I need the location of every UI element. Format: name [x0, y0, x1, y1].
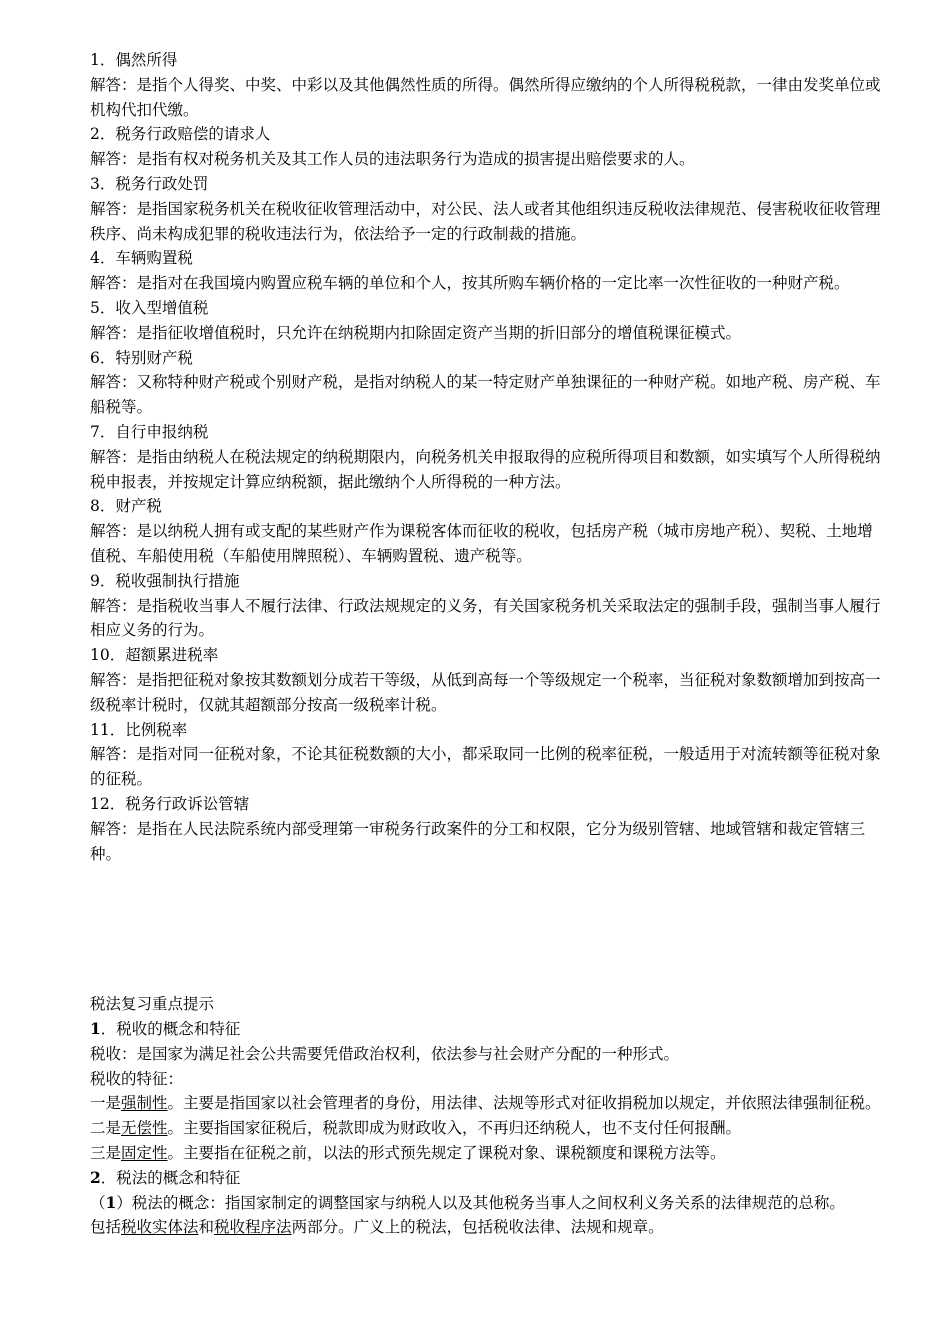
feature-text: 。主要是指国家以社会管理者的身份，用法律、法规等形式对征收捐税加以规定，并依照法律强制征税。 — [167, 1094, 881, 1113]
term-item — [90, 792, 885, 866]
term-title: 6．特别财产税 — [90, 348, 193, 367]
term-answer: 解答：是指征收增值税时，只允许在纳税期内扣除固定资产当期的折旧部分的增值税课征模式。 — [90, 323, 742, 342]
term-item — [90, 718, 885, 792]
term-answer: 解答：又称特种财产税或个别财产税，是指对纳税人的某一特定财产单独课征的一种财产税。如地产税、房产税、车船税等。 — [90, 373, 881, 417]
term-item — [90, 643, 885, 717]
term-title: 1．偶然所得 — [90, 51, 178, 69]
section-2-title — [90, 1166, 885, 1191]
term-title: 11．比例税率 — [90, 720, 188, 739]
feature-text: 。主要指在征税之前，以法的形式预先规定了课税对象、课税额度和课税方法等。 — [167, 1144, 726, 1163]
feature-keyword: 固定性 — [121, 1144, 168, 1163]
term-title: 3．税务行政处罚 — [90, 174, 209, 193]
feature-3 — [90, 1141, 885, 1166]
term-answer: 解答：是指对在我国境内购置应税车辆的单位和个人，按其所购车辆价格的一定比率一次性征收的一种财产税。 — [90, 274, 850, 293]
term-title: 9．税收强制执行措施 — [90, 571, 240, 590]
term-answer: 解答：是指国家税务机关在税收征收管理活动中，对公民、法人或者其他组织违反税收法律规范、侵害税收征收管理秩序、尚未构成犯罪的税收违法行为，依法给予一定的行政制裁的措施。 — [90, 199, 881, 243]
term-item — [90, 172, 885, 246]
term-item — [90, 569, 885, 643]
tax-features-label: 税收的特征： — [90, 1069, 184, 1088]
term-answer: 解答：是指对同一征税对象，不论其征税数额的大小，都采取同一比例的税率征税，一般适用于对流转额等征税对象的征税。 — [90, 745, 881, 789]
term-answer: 解答：是指由纳税人在税法规定的纳税期限内，向税务机关申报取得的应税所得项目和数额，如实填写个人所得税纳税申报表，并按规定计算应纳税额，据此缴纳个人所得税的一种方法。 — [90, 447, 881, 491]
keyword-procedural-law: 税收程序法 — [214, 1218, 292, 1237]
feature-keyword: 强制性 — [121, 1094, 168, 1113]
term-answer: 解答：是指在人民法院系统内部受理第一审税务行政案件的分工和权限，它分为级别管辖、地域管辖和裁定管辖三种。 — [90, 819, 866, 863]
item-number: 1 — [105, 1192, 117, 1212]
concept-text: ）税法的概念：指国家制定的调整国家与纳税人以及其他税务当事人之间权利义务关系的法律规范的总称。 — [116, 1193, 845, 1212]
keyword-substantive-law: 税收实体法 — [121, 1218, 199, 1237]
review-section — [90, 992, 885, 1240]
term-title: 4．车辆购置税 — [90, 249, 193, 268]
feature-text: 。主要指国家征税后，税款即成为财政收入，不再归还纳税人，也不支付任何报酬。 — [167, 1119, 742, 1138]
term-title: 10．超额累进税率 — [90, 646, 219, 665]
feature-1 — [90, 1091, 885, 1116]
review-heading: 税法复习重点提示 — [90, 995, 215, 1014]
scope-connector: 和 — [198, 1218, 215, 1237]
feature-2 — [90, 1116, 885, 1141]
section-title-text: ．税收的概念和特征 — [100, 1020, 241, 1039]
term-answer: 解答：是以纳税人拥有或支配的某些财产作为课税客体而征收的税收，包括房产税（城市房地产税）、契税、土地增值税、车船使用税（车船使用牌照税）、车辆购置税、遗产税等。 — [90, 522, 873, 565]
term-answer: 解答：是指把征税对象按其数额划分成若干等级，从低到高每一个等级规定一个税率，当征税对象数额增加到按高一级税率计税时，仅就其超额部分按高一级税率计税。 — [90, 670, 881, 714]
feature-prefix: 一是 — [90, 1094, 122, 1113]
term-item — [90, 420, 885, 494]
feature-keyword: 无偿性 — [121, 1119, 168, 1138]
term-title: 7．自行申报纳税 — [90, 422, 209, 441]
term-item — [90, 246, 885, 296]
term-title: 5．收入型增值税 — [90, 298, 209, 317]
tax-law-scope — [90, 1215, 885, 1240]
scope-prefix: 包括 — [90, 1218, 122, 1237]
feature-prefix: 二是 — [90, 1119, 122, 1138]
term-item — [90, 122, 885, 172]
section-gap — [90, 866, 885, 992]
term-item — [90, 346, 885, 420]
tax-definition: 税收：是国家为满足社会公共需要凭借政治权利，依法参与社会财产分配的一种形式。 — [90, 1044, 680, 1063]
term-item — [90, 494, 885, 568]
term-answer: 解答：是指有权对税务机关及其工作人员的违法职务行为造成的损害提出赔偿要求的人。 — [90, 150, 695, 169]
term-list — [90, 48, 885, 866]
term-answer: 解答：是指个人得奖、中奖、中彩以及其他偶然性质的所得。偶然所得应缴纳的个人所得税税款，一律由发奖单位或机构代扣代缴。 — [90, 75, 881, 119]
section-1-title — [90, 1017, 885, 1042]
term-title: 8．财产税 — [90, 497, 162, 516]
scope-text: 两部分。广义上的税法，包括税收法律、法规和规章。 — [291, 1218, 664, 1237]
term-title: 12．税务行政诉讼管辖 — [90, 794, 250, 813]
section-title-text: ．税法的概念和特征 — [100, 1168, 241, 1187]
term-title: 2．税务行政赔偿的请求人 — [90, 125, 271, 144]
paren-open: （ — [90, 1193, 106, 1212]
section-number: 1 — [90, 1019, 101, 1039]
term-item — [90, 48, 885, 122]
term-answer: 解答：是指税收当事人不履行法律、行政法规规定的义务，有关国家税务机关采取法定的强制手段，强制当事人履行相应义务的行为。 — [90, 596, 881, 640]
feature-prefix: 三是 — [90, 1144, 122, 1163]
document-page — [90, 48, 885, 1240]
tax-law-concept — [90, 1191, 885, 1216]
term-item — [90, 296, 885, 346]
section-number: 2 — [90, 1167, 101, 1187]
